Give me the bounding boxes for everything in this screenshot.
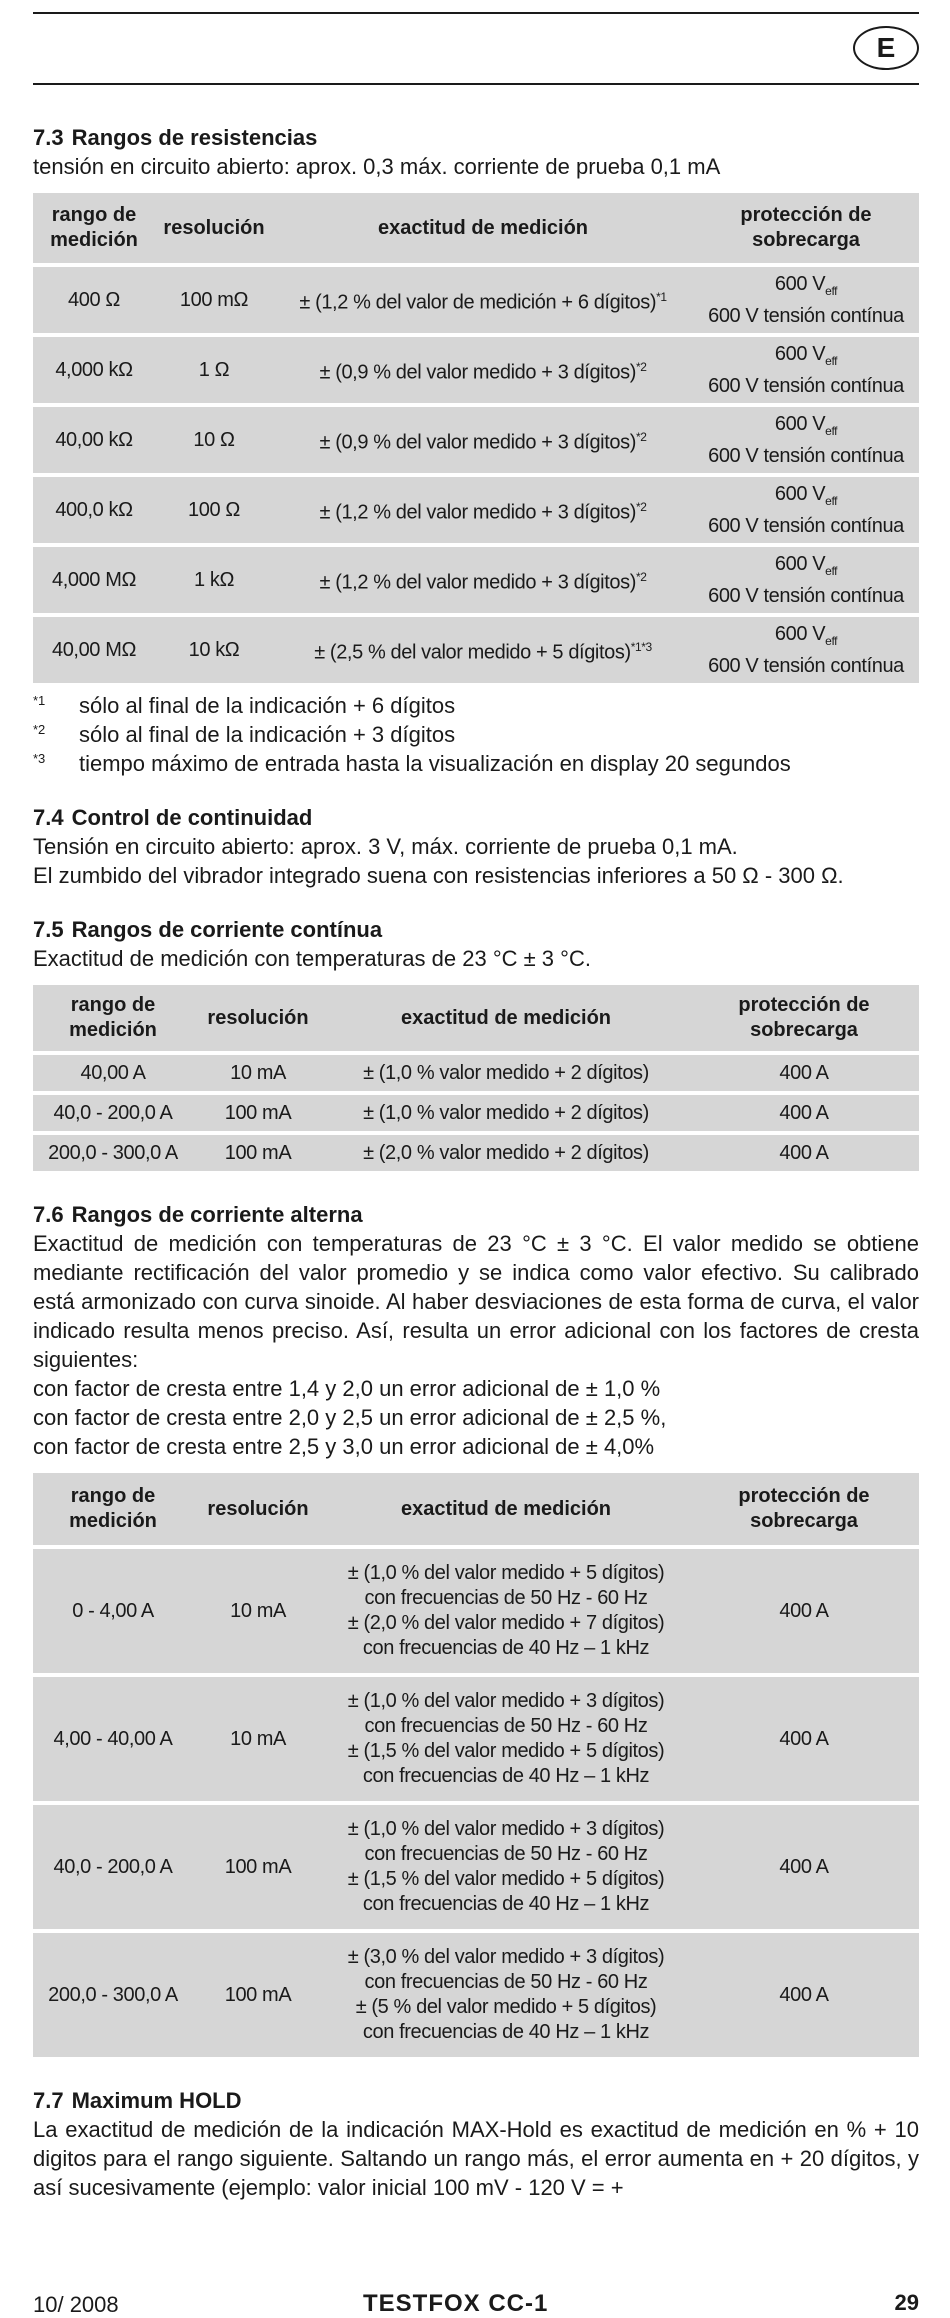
header-rule-top	[33, 12, 919, 14]
accuracy-line: ± (1,0 % del valor medido + 3 dígitos)	[347, 1690, 665, 1712]
cell-resolution: 100 mA	[193, 1805, 323, 1929]
footnote-ref: *2	[635, 569, 647, 584]
overload-ac	[699, 622, 913, 654]
overload-dc: 600 V tensión contínua	[708, 304, 904, 327]
footnote	[33, 720, 919, 749]
cell-range: 40,0 - 200,0 A	[33, 1095, 193, 1131]
footnote-ref: *2	[635, 429, 647, 444]
overload-ac-value: 600 V	[774, 342, 826, 365]
accuracy-text: ± (0,9 % del valor medido + 3 dígitos)	[319, 431, 636, 454]
accuracy-line: con frecuencias de 50 Hz - 60 Hz	[364, 1843, 648, 1865]
crest-line: con factor de cresta entre 2,0 y 2,5 un error adicional de ± 2,5 %,	[33, 1405, 667, 1430]
col-header: resolución	[155, 193, 273, 263]
overload-ac	[699, 412, 913, 444]
footnote-ref: *2	[635, 359, 647, 374]
overload-dc: 600 V tensión contínua	[708, 514, 904, 537]
cell-resolution: 100 mA	[193, 1135, 323, 1171]
footnote-mark: *1	[33, 693, 46, 708]
page-content	[33, 124, 919, 2228]
cell-accuracy: ± (1,0 % valor medido + 2 dígitos)	[323, 1095, 689, 1131]
cell-resolution: 10 kΩ	[155, 617, 273, 683]
table-header-row	[33, 193, 919, 263]
accuracy-line: con frecuencias de 50 Hz - 60 Hz	[364, 1971, 648, 1993]
cell-accuracy	[323, 1677, 689, 1801]
accuracy-line: ± (2,0 % del valor medido + 7 dígitos)	[347, 1612, 665, 1634]
page-number: 29	[894, 2290, 919, 2315]
page-footer	[33, 2280, 919, 2318]
accuracy-line: con frecuencias de 40 Hz – 1 kHz	[362, 1765, 650, 1787]
accuracy-line: ± (5 % del valor medido + 5 dígitos)	[355, 1996, 657, 2018]
table-row	[33, 1135, 919, 1171]
cell-accuracy	[273, 267, 693, 333]
cell-range: 0 - 4,00 A	[33, 1549, 193, 1673]
col-header: protección de sobrecarga	[689, 985, 919, 1051]
cell-accuracy	[273, 337, 693, 403]
cell-resolution: 10 mA	[193, 1055, 323, 1091]
cell-resolution: 1 Ω	[155, 337, 273, 403]
cell-accuracy	[323, 1805, 689, 1929]
cell-overload: 400 A	[689, 1805, 919, 1929]
cell-overload: 400 A	[689, 1677, 919, 1801]
overload-dc: 600 V tensión contínua	[708, 584, 904, 607]
footnote-ref: *1*3	[630, 639, 652, 654]
cell-accuracy	[273, 617, 693, 683]
accuracy-line: con frecuencias de 40 Hz – 1 kHz	[362, 1893, 650, 1915]
cell-resolution: 100 mA	[193, 1095, 323, 1131]
cell-resolution: 10 mA	[193, 1677, 323, 1801]
section-intro: Exactitud de medición con temperaturas de 23 °C ± 3 °C. El valor medido se obtiene mediante rectificación del valor promedio y se indica como valor efectivo. Su calibrado está armonizado con curva sinoide. Al haber desviaciones de esta forma de curva, el valor indicado resulta menos preciso. Así, resulta un error adicional con los factores de cresta siguientes:	[33, 1231, 919, 1372]
accuracy-line: ± (3,0 % del valor medido + 3 dígitos)	[347, 1946, 665, 1968]
accuracy-line: ± (1,0 % del valor medido + 5 dígitos)	[347, 1562, 665, 1584]
overload-ac-sub: eff	[825, 493, 838, 508]
overload-ac-value: 600 V	[774, 552, 826, 575]
footnote-text: sólo al final de la indicación + 6 dígitos	[79, 693, 456, 718]
table-row	[33, 407, 919, 473]
cell-range: 4,000 kΩ	[33, 337, 155, 403]
accuracy-line: ± (1,5 % del valor medido + 5 dígitos)	[347, 1868, 665, 1890]
manual-page	[33, 0, 919, 2318]
cell-range: 40,00 kΩ	[33, 407, 155, 473]
cell-accuracy	[273, 477, 693, 543]
section-dc-current	[33, 916, 919, 1175]
table-row	[33, 1677, 919, 1801]
accuracy-line: con frecuencias de 40 Hz – 1 kHz	[362, 2021, 650, 2043]
cell-resolution: 10 Ω	[155, 407, 273, 473]
cell-range: 400,0 kΩ	[33, 477, 155, 543]
accuracy-line: ± (1,0 % del valor medido + 3 dígitos)	[347, 1818, 665, 1840]
overload-ac-value: 600 V	[774, 272, 826, 295]
cell-range: 4,000 MΩ	[33, 547, 155, 613]
footer-brand: TESTFOX CC-1	[363, 2290, 549, 2317]
accuracy-text: ± (0,9 % del valor medido + 3 dígitos)	[319, 361, 636, 384]
section-continuity	[33, 804, 919, 890]
col-header: rango de medición	[33, 985, 193, 1051]
cell-range: 40,0 - 200,0 A	[33, 1805, 193, 1929]
footnote-ref: *2	[635, 499, 647, 514]
footnotes	[33, 691, 919, 778]
cell-resolution: 100 Ω	[155, 477, 273, 543]
accuracy-text: ± (1,2 % del valor de medición + 6 dígitos)	[299, 291, 657, 314]
col-header: rango de medición	[33, 193, 155, 263]
footnote-mark: *3	[33, 751, 46, 766]
table-row	[33, 267, 919, 333]
cell-resolution: 1 kΩ	[155, 547, 273, 613]
section-heading: 7.3 Rangos de resistencias	[33, 125, 318, 150]
section-ac-current	[33, 1201, 919, 2061]
col-header: exactitud de medición	[323, 1473, 689, 1545]
section-heading: 7.7 Maximum HOLD	[33, 2088, 242, 2113]
footnote-text: sólo al final de la indicación + 3 dígitos	[79, 722, 456, 747]
col-header: protección de sobrecarga	[689, 1473, 919, 1545]
table-header-row	[33, 985, 919, 1051]
table-row	[33, 1933, 919, 2057]
accuracy-text: ± (1,2 % del valor medido + 3 dígitos)	[319, 501, 636, 524]
overload-ac-sub: eff	[825, 633, 838, 648]
cell-range: 200,0 - 300,0 A	[33, 1933, 193, 2057]
cell-accuracy	[273, 407, 693, 473]
section-heading: 7.6 Rangos de corriente alterna	[33, 1202, 363, 1227]
table-row	[33, 337, 919, 403]
accuracy-line: con frecuencias de 50 Hz - 60 Hz	[364, 1587, 648, 1609]
language-badge: E	[853, 26, 919, 70]
cell-accuracy	[273, 547, 693, 613]
section-heading: 7.5 Rangos de corriente contínua	[33, 917, 383, 942]
overload-ac-sub: eff	[825, 563, 838, 578]
table-row	[33, 1055, 919, 1091]
cell-overload: 400 A	[689, 1095, 919, 1131]
footnote-text: tiempo máximo de entrada hasta la visualización en display 20 segundos	[79, 751, 791, 776]
table-header-row	[33, 1473, 919, 1545]
cell-range: 200,0 - 300,0 A	[33, 1135, 193, 1171]
footnote-ref: *1	[656, 289, 667, 304]
table-row	[33, 477, 919, 543]
accuracy-text: ± (2,5 % del valor medido + 5 dígitos)	[314, 641, 631, 664]
ac-current-table	[33, 1469, 919, 2061]
overload-ac-value: 600 V	[774, 622, 826, 645]
cell-overload: 400 A	[689, 1135, 919, 1171]
resistance-table	[33, 189, 919, 687]
accuracy-text: ± (1,2 % del valor medido + 3 dígitos)	[319, 571, 636, 594]
overload-dc: 600 V tensión contínua	[708, 444, 904, 467]
overload-ac	[699, 552, 913, 584]
overload-dc: 600 V tensión contínua	[708, 374, 904, 397]
header-rule-bottom	[33, 83, 919, 85]
col-header: exactitud de medición	[323, 985, 689, 1051]
dc-current-table	[33, 981, 919, 1175]
table-row	[33, 617, 919, 683]
section-max-hold	[33, 2087, 919, 2202]
cell-overload: 400 A	[689, 1549, 919, 1673]
cell-overload	[693, 617, 919, 683]
cell-overload: 400 A	[689, 1933, 919, 2057]
overload-ac	[699, 272, 913, 304]
cell-accuracy: ± (1,0 % valor medido + 2 dígitos)	[323, 1055, 689, 1091]
crest-line: con factor de cresta entre 1,4 y 2,0 un error adicional de ± 1,0 %	[33, 1376, 661, 1401]
col-header: resolución	[193, 985, 323, 1051]
footnote-mark: *2	[33, 722, 46, 737]
overload-ac	[699, 482, 913, 514]
cell-accuracy	[323, 1549, 689, 1673]
footnote	[33, 691, 919, 720]
footer-date: 10/ 2008	[33, 2292, 119, 2317]
cell-overload	[693, 337, 919, 403]
cell-resolution: 10 mA	[193, 1549, 323, 1673]
paragraph: La exactitud de medición de la indicación MAX-Hold es exactitud de medición en % + 10 digitos para el rango siguiente. Saltando un rango más, el error aumenta en + 20 dígitos, y así sucesivamente (ejemplo: valor inicial 100 mV - 120 V = +	[33, 2117, 919, 2200]
cell-overload	[693, 477, 919, 543]
cell-accuracy	[323, 1933, 689, 2057]
overload-ac-sub: eff	[825, 283, 838, 298]
cell-overload	[693, 547, 919, 613]
cell-resolution: 100 mA	[193, 1933, 323, 2057]
overload-dc: 600 V tensión contínua	[708, 654, 904, 677]
footnote	[33, 749, 919, 778]
cell-overload: 400 A	[689, 1055, 919, 1091]
table-row	[33, 1805, 919, 1929]
overload-ac-value: 600 V	[774, 482, 826, 505]
paragraph: Tensión en circuito abierto: aprox. 3 V, máx. corriente de prueba 0,1 mA.	[33, 834, 738, 859]
cell-range: 400 Ω	[33, 267, 155, 333]
col-header: exactitud de medición	[273, 193, 693, 263]
section-heading: 7.4 Control de continuidad	[33, 805, 313, 830]
paragraph: El zumbido del vibrador integrado suena con resistencias inferiores a 50 Ω - 300 Ω.	[33, 863, 844, 888]
section-intro: Exactitud de medición con temperaturas de 23 °C ± 3 °C.	[33, 946, 591, 971]
accuracy-line: con frecuencias de 50 Hz - 60 Hz	[364, 1715, 648, 1737]
cell-range: 40,00 MΩ	[33, 617, 155, 683]
col-header: resolución	[193, 1473, 323, 1545]
cell-range: 4,00 - 40,00 A	[33, 1677, 193, 1801]
cell-overload	[693, 267, 919, 333]
section-intro: tensión en circuito abierto: aprox. 0,3 máx. corriente de prueba 0,1 mA	[33, 154, 721, 179]
overload-ac	[699, 342, 913, 374]
overload-ac-sub: eff	[825, 353, 838, 368]
accuracy-line: ± (1,5 % del valor medido + 5 dígitos)	[347, 1740, 665, 1762]
table-row	[33, 547, 919, 613]
cell-overload	[693, 407, 919, 473]
crest-line: con factor de cresta entre 2,5 y 3,0 un error adicional de ± 4,0%	[33, 1434, 655, 1459]
accuracy-line: con frecuencias de 40 Hz – 1 kHz	[362, 1637, 650, 1659]
section-resistance	[33, 124, 919, 778]
table-row	[33, 1095, 919, 1131]
col-header: rango de medición	[33, 1473, 193, 1545]
overload-ac-sub: eff	[825, 423, 838, 438]
col-header: protección de sobrecarga	[693, 193, 919, 263]
cell-accuracy: ± (2,0 % valor medido + 2 dígitos)	[323, 1135, 689, 1171]
table-row	[33, 1549, 919, 1673]
cell-resolution: 100 mΩ	[155, 267, 273, 333]
cell-range: 40,00 A	[33, 1055, 193, 1091]
overload-ac-value: 600 V	[774, 412, 826, 435]
